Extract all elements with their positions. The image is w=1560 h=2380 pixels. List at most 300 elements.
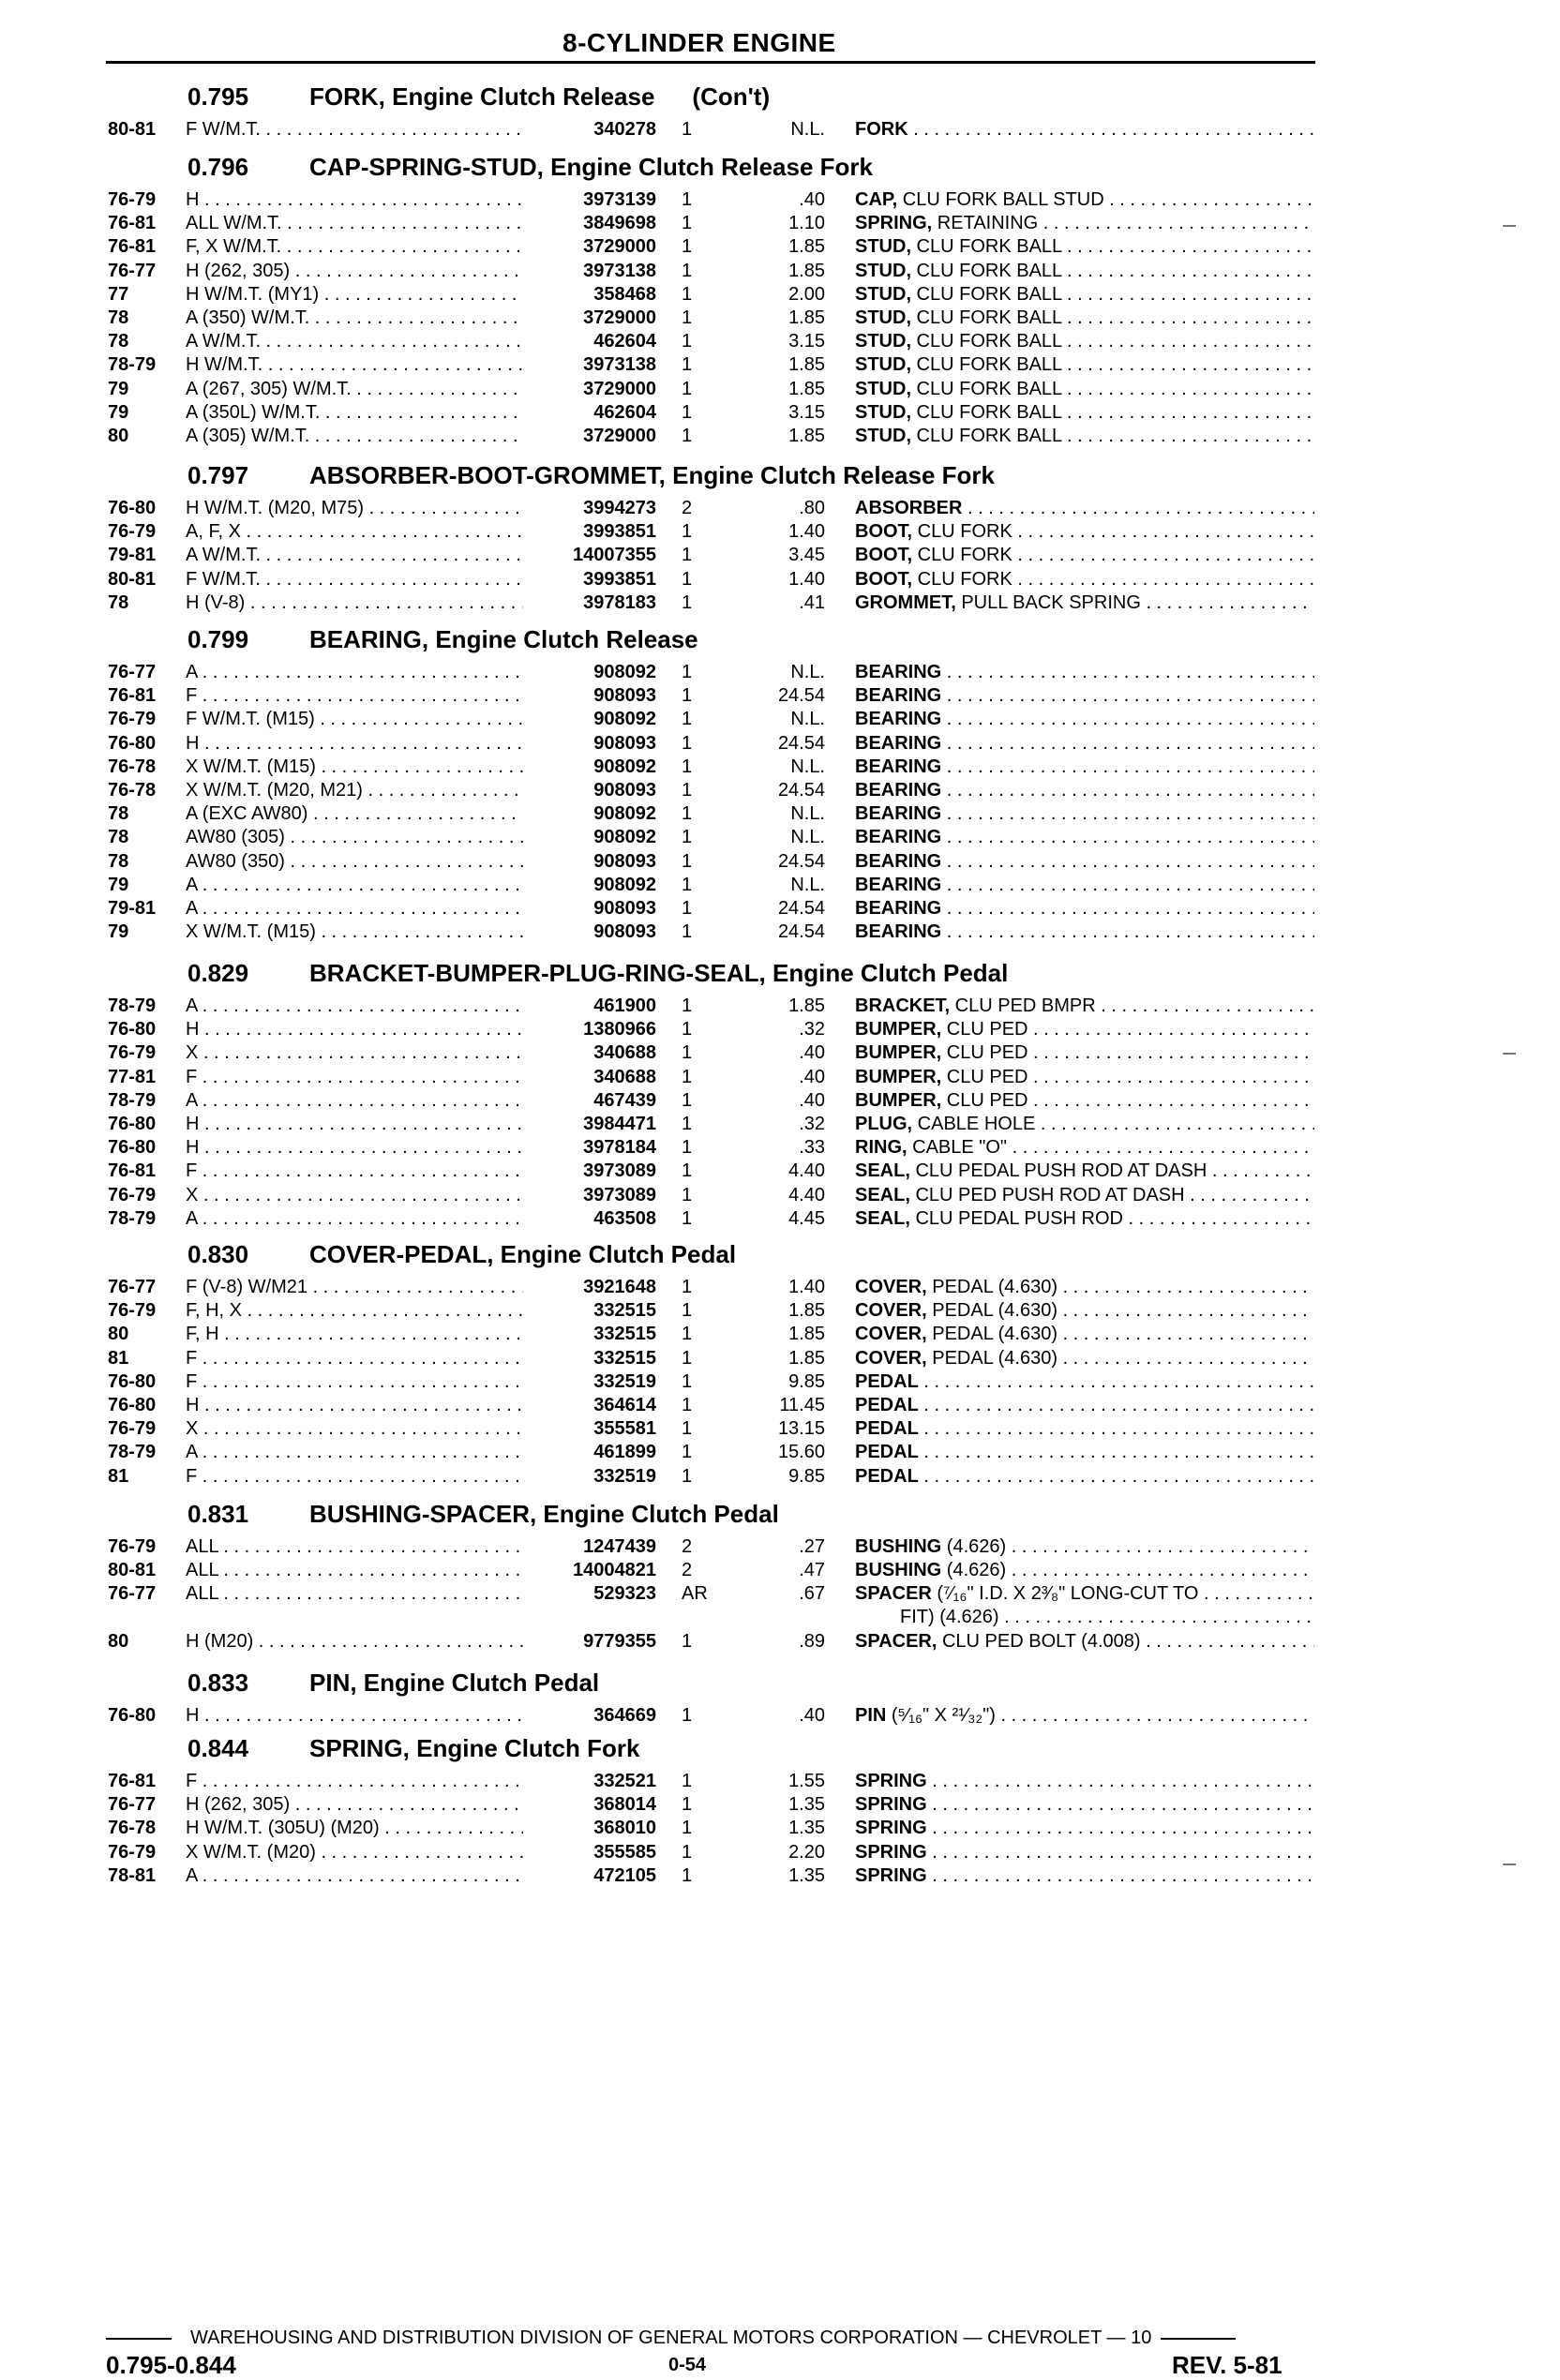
quantity: 1 [682, 545, 693, 566]
parts-row [0, 520, 1560, 544]
quantity: 1 [682, 260, 693, 281]
part-number: 1247439 [583, 1536, 656, 1557]
price: .27 [799, 1536, 825, 1557]
section-heading [188, 625, 698, 654]
price: 1.10 [788, 213, 825, 234]
model-description: H W/M.T. (M20, M75) . . . [186, 497, 523, 520]
model-description: AW80 (305) . . . [186, 826, 523, 849]
part-name-keyword: SPACER [855, 1583, 932, 1605]
part-name [855, 353, 1314, 377]
parts-row [0, 1066, 1560, 1089]
model-description: ALL . . . [186, 1535, 523, 1559]
price: 1.85 [788, 1324, 825, 1345]
price: N.L. [790, 662, 825, 682]
part-name-continuation-wrap [900, 1606, 1314, 1629]
quantity: 1 [682, 1207, 693, 1229]
part-name [855, 1770, 1314, 1793]
price: 1.35 [788, 1864, 825, 1886]
model-description: H . . . [186, 1704, 523, 1728]
part-name [855, 544, 1314, 567]
model-year: 76-79 [108, 1042, 157, 1064]
price: .67 [799, 1583, 825, 1605]
model-description: A (350L) W/M.T. . . . [186, 401, 523, 425]
parts-row [0, 756, 1560, 779]
part-name [855, 1704, 1314, 1728]
part-name-keyword: BEARING [855, 803, 942, 825]
part-number: 340688 [593, 1066, 656, 1087]
part-name [855, 1559, 1314, 1582]
part-name-keyword: BEARING [855, 685, 942, 707]
model-description: F . . . [186, 1066, 523, 1089]
model-description: A, F, X . . . [186, 520, 523, 544]
quantity: 1 [682, 662, 693, 682]
model-year: 76-81 [108, 685, 157, 707]
price: 1.85 [788, 1300, 825, 1322]
model-year: 78-79 [108, 1207, 157, 1229]
part-name-keyword: BOOT, [855, 568, 913, 590]
model-description: F, H, X . . . [186, 1299, 523, 1323]
parts-row [0, 1347, 1560, 1370]
part-name [855, 1441, 1314, 1464]
part-number: 3973089 [583, 1184, 656, 1205]
model-year: 76-77 [108, 662, 157, 682]
margin-tick-mark [1503, 1053, 1516, 1055]
parts-row [0, 1770, 1560, 1793]
model-description: F . . . [186, 1370, 523, 1394]
price: 13.15 [777, 1418, 825, 1440]
quantity: 1 [682, 401, 693, 423]
part-name-keyword: BEARING [855, 921, 942, 943]
model-description: AW80 (350) . . . [186, 850, 523, 874]
price: 1.85 [788, 995, 825, 1016]
price: N.L. [790, 874, 825, 895]
parts-row [0, 1089, 1560, 1113]
parts-row [0, 378, 1560, 401]
part-name-detail: (⁵⁄₁₆" X ²¹⁄₃₂") [886, 1705, 996, 1726]
section-continued-label: (Con't) [692, 82, 771, 111]
quantity: 1 [682, 1324, 693, 1345]
part-name-detail: CLU PED PUSH ROD AT DASH [909, 1184, 1185, 1205]
quantity: 1 [682, 283, 693, 305]
model-description: X . . . [186, 1041, 523, 1065]
part-name [855, 1041, 1314, 1065]
model-description: A . . . [186, 1089, 523, 1113]
price: 24.54 [777, 898, 825, 919]
part-name [855, 874, 1314, 897]
part-name-detail: (4.626) [941, 1536, 1007, 1557]
price: N.L. [790, 827, 825, 848]
section-group-number: 0.797 [188, 461, 249, 489]
model-year: 76-81 [108, 236, 157, 258]
part-number: 3993851 [583, 521, 656, 543]
part-name [855, 1394, 1314, 1417]
section-group-number: 0.799 [188, 625, 249, 653]
model-description: A (350) W/M.T. . . . [186, 307, 523, 330]
quantity: 1 [682, 1705, 693, 1726]
part-number: 908092 [593, 803, 656, 825]
part-name [855, 708, 1314, 731]
margin-tick-mark [1503, 1864, 1516, 1865]
part-name-keyword: PIN [855, 1705, 887, 1726]
part-name-detail: CLU FORK BALL [911, 401, 1062, 423]
model-year: 76-79 [108, 1184, 157, 1205]
parts-row [0, 1817, 1560, 1840]
part-number: 461899 [593, 1442, 656, 1463]
part-name [855, 212, 1314, 235]
model-year: 81 [108, 1347, 129, 1369]
part-name [855, 732, 1314, 756]
part-name [855, 1347, 1314, 1370]
parts-row [0, 732, 1560, 756]
part-number: 908093 [593, 921, 656, 943]
part-name [855, 756, 1314, 779]
part-name-keyword: COVER, [855, 1324, 927, 1345]
model-description: F W/M.T. (M15) . . . [186, 708, 523, 731]
part-name-detail: PEDAL (4.630) [926, 1347, 1058, 1369]
parts-row [0, 850, 1560, 874]
quantity: 1 [682, 1019, 693, 1040]
part-name-keyword: SPRING, [855, 213, 933, 234]
quantity: 1 [682, 732, 693, 754]
part-name-keyword: SPACER, [855, 1630, 938, 1652]
model-year: 78 [108, 827, 129, 848]
quantity: 1 [682, 1184, 693, 1205]
section-title: BUSHING-SPACER, Engine Clutch Pedal [309, 1500, 779, 1528]
model-description: H (262, 305) . . . [186, 260, 523, 283]
parts-row [0, 497, 1560, 520]
price: 2.20 [788, 1841, 825, 1863]
part-name [855, 497, 1314, 520]
model-description: H . . . [186, 1113, 523, 1136]
footer-page-number: 0-54 [668, 2355, 707, 2375]
model-year: 76-79 [108, 1300, 157, 1322]
model-description: A . . . [186, 995, 523, 1018]
part-name-keyword: STUD, [855, 283, 911, 305]
part-name-detail: CLU FORK BALL [911, 283, 1062, 305]
parts-row [0, 1207, 1560, 1231]
parts-row [0, 1323, 1560, 1346]
part-name [855, 1276, 1314, 1299]
part-number: 462604 [593, 401, 656, 423]
model-description: H . . . [186, 1136, 523, 1160]
model-year: 80-81 [108, 568, 157, 590]
quantity: 1 [682, 995, 693, 1016]
part-number: 908093 [593, 850, 656, 872]
part-name-detail: CLU FORK BALL [911, 331, 1062, 352]
price: 9.85 [788, 1370, 825, 1392]
quantity: 1 [682, 803, 693, 825]
section-heading [188, 1240, 736, 1269]
price: .41 [799, 591, 825, 613]
model-description: X . . . [186, 1184, 523, 1207]
quantity: 1 [682, 685, 693, 707]
quantity: 1 [682, 1630, 693, 1652]
page-title: 8-CYLINDER ENGINE [562, 28, 836, 57]
section-group-number: 0.796 [188, 153, 249, 181]
quantity: 1 [682, 850, 693, 872]
part-name-keyword: SPRING [855, 1841, 927, 1863]
parts-row [0, 1535, 1560, 1559]
model-description: A (267, 305) W/M.T. . . . [186, 378, 523, 401]
parts-row [0, 1417, 1560, 1441]
part-number: 461900 [593, 995, 656, 1016]
part-number: 908093 [593, 685, 656, 707]
model-year: 80-81 [108, 1560, 157, 1581]
part-name-keyword: SPRING [855, 1794, 927, 1816]
part-name-keyword: BEARING [855, 732, 942, 754]
model-year: 76-80 [108, 1395, 157, 1415]
parts-row [0, 188, 1560, 212]
quantity: 1 [682, 921, 693, 943]
part-number: 3978183 [583, 591, 656, 613]
quantity: 1 [682, 898, 693, 919]
quantity: 2 [682, 498, 693, 518]
parts-row [0, 826, 1560, 849]
part-number: 3921648 [583, 1277, 656, 1297]
model-year: 79-81 [108, 545, 157, 566]
part-name [855, 1089, 1314, 1113]
part-name-keyword: BRACKET, [855, 995, 951, 1016]
model-description: F, X W/M.T. . . . [186, 235, 523, 259]
model-year: 76-77 [108, 1794, 157, 1816]
part-number: 364614 [593, 1395, 656, 1415]
part-name-detail: CLU FORK BALL [911, 426, 1062, 446]
parts-row [0, 260, 1560, 283]
parts-row [0, 1370, 1560, 1394]
parts-row [0, 779, 1560, 802]
footer-revision: REV. 5-81 [1172, 2351, 1282, 2379]
model-description: X W/M.T. (M15) . . . [186, 921, 523, 944]
parts-row [0, 1441, 1560, 1464]
part-number: 340688 [593, 1042, 656, 1064]
parts-row [0, 591, 1560, 615]
section-heading [188, 153, 873, 182]
parts-row [0, 661, 1560, 684]
parts-row [0, 995, 1560, 1018]
part-name [855, 1582, 1314, 1606]
parts-row [0, 212, 1560, 235]
part-name-keyword: SPRING [855, 1818, 927, 1839]
parts-row [0, 1394, 1560, 1417]
price: .33 [799, 1137, 825, 1159]
section-group-number: 0.829 [188, 959, 249, 987]
part-number: 340278 [593, 119, 656, 140]
part-name-keyword: BEARING [855, 780, 942, 801]
price: 1.55 [788, 1771, 825, 1791]
model-year: 76-77 [108, 260, 157, 281]
part-name-keyword: RING, [855, 1137, 908, 1159]
quantity: 1 [682, 307, 693, 328]
model-year: 76-81 [108, 1160, 157, 1182]
part-number: 529323 [593, 1583, 656, 1605]
part-number: 472105 [593, 1864, 656, 1886]
model-year: 80 [108, 426, 129, 446]
model-description: F W/M.T. . . . [186, 568, 523, 591]
part-name-detail: PEDAL (4.630) [926, 1277, 1058, 1297]
parts-row [0, 684, 1560, 708]
model-year: 76-80 [108, 1019, 157, 1040]
parts-row [0, 307, 1560, 330]
section-group-number: 0.833 [188, 1669, 249, 1697]
quantity: 1 [682, 1818, 693, 1839]
part-number: 14004821 [573, 1560, 656, 1581]
price: 1.85 [788, 354, 825, 376]
quantity: 1 [682, 591, 693, 613]
part-number: 3973139 [583, 189, 656, 210]
section-heading [188, 1500, 779, 1529]
part-name-keyword: STUD, [855, 378, 911, 399]
model-description: F . . . [186, 1347, 523, 1370]
model-year: 76-79 [108, 521, 157, 543]
part-name [855, 779, 1314, 802]
model-description: F, H . . . [186, 1323, 523, 1346]
section-title: BEARING, Engine Clutch Release [309, 625, 698, 653]
price: 11.45 [779, 1395, 825, 1415]
model-year: 78 [108, 850, 129, 872]
model-description: ALL W/M.T. . . . [186, 212, 523, 235]
section-title: SPRING, Engine Clutch Fork [309, 1734, 640, 1762]
model-year: 79 [108, 921, 129, 943]
price: 24.54 [777, 780, 825, 801]
model-year: 76-80 [108, 498, 157, 518]
part-name [855, 1417, 1314, 1441]
model-year: 76-80 [108, 1705, 157, 1726]
quantity: 1 [682, 521, 693, 543]
model-year: 79 [108, 378, 129, 399]
model-year: 76-81 [108, 213, 157, 234]
part-name-keyword: BEARING [855, 756, 942, 777]
parts-row [0, 1160, 1560, 1183]
part-name [855, 330, 1314, 353]
section-heading [188, 1734, 639, 1763]
parts-row [0, 874, 1560, 897]
model-description: H W/M.T. (MY1) . . . [186, 283, 523, 307]
part-name-continuation: FIT) (4.626) . . . [900, 1607, 1314, 1627]
part-name [855, 1184, 1314, 1207]
price: .89 [799, 1630, 825, 1652]
part-name [855, 1793, 1314, 1817]
parts-row [0, 921, 1560, 944]
part-name [855, 1535, 1314, 1559]
quantity: 1 [682, 189, 693, 210]
part-name-keyword: BUSHING [855, 1536, 942, 1557]
part-name-keyword: STUD, [855, 236, 911, 258]
part-name [855, 1323, 1314, 1346]
price: 24.54 [777, 685, 825, 707]
part-name-detail: CLU FORK BALL [911, 236, 1062, 258]
quantity: 1 [682, 874, 693, 895]
part-name [855, 1113, 1314, 1136]
part-name-keyword: BUMPER, [855, 1019, 942, 1040]
section-group-number: 0.831 [188, 1500, 249, 1528]
parts-row [0, 1582, 1560, 1628]
quantity: 1 [682, 780, 693, 801]
part-name-keyword: GROMMET, [855, 591, 956, 613]
part-name-keyword: SEAL, [855, 1184, 910, 1205]
part-number: 358468 [593, 283, 656, 305]
model-year: 76-80 [108, 1137, 157, 1159]
part-name [855, 684, 1314, 708]
parts-row [0, 544, 1560, 567]
quantity: 1 [682, 1418, 693, 1440]
part-name-keyword: PLUG, [855, 1114, 913, 1134]
quantity: 1 [682, 1794, 693, 1816]
part-name-detail: CLU FORK BALL [911, 378, 1062, 399]
part-name-detail: CLU PED [941, 1042, 1028, 1064]
part-name-detail: (⁷⁄₁₆" I.D. X 2³⁄₈" LONG-CUT TO [931, 1583, 1199, 1605]
model-year: 78-79 [108, 354, 157, 376]
part-name-detail: CLU FORK [912, 568, 1012, 590]
footer-rule-right [1161, 2338, 1236, 2340]
model-year: 76-79 [108, 1418, 157, 1440]
part-name-keyword: PEDAL [855, 1418, 919, 1440]
quantity: 1 [682, 378, 693, 399]
footer-group-range: 0.795-0.844 [106, 2351, 236, 2379]
part-name-keyword: STUD, [855, 331, 911, 352]
part-number: 355585 [593, 1841, 656, 1863]
quantity: 1 [682, 1089, 693, 1111]
parts-row [0, 1018, 1560, 1041]
quantity: 1 [682, 1841, 693, 1863]
model-description: A . . . [186, 661, 523, 684]
part-name-detail: CLU PED [941, 1019, 1028, 1040]
price: .80 [799, 498, 825, 518]
part-name-keyword: BUMPER, [855, 1042, 942, 1064]
part-name [855, 1136, 1314, 1160]
quantity: 1 [682, 236, 693, 258]
part-number: 908092 [593, 662, 656, 682]
price: 1.35 [788, 1794, 825, 1816]
part-name [855, 118, 1314, 142]
part-number: 3973138 [583, 354, 656, 376]
part-name-keyword: STUD, [855, 354, 911, 376]
model-description: A . . . [186, 1864, 523, 1888]
part-number: 908092 [593, 827, 656, 848]
part-name-detail: CLU FORK [912, 545, 1012, 566]
quantity: 1 [682, 354, 693, 376]
section-title: COVER-PEDAL, Engine Clutch Pedal [309, 1240, 737, 1268]
model-year: 76-77 [108, 1277, 157, 1297]
part-name [855, 568, 1314, 591]
part-name [855, 283, 1314, 307]
model-description: H W/M.T. (305U) (M20) . . . [186, 1817, 523, 1840]
part-number: 9779355 [583, 1630, 656, 1652]
part-name-detail: PEDAL (4.630) [926, 1324, 1058, 1345]
model-description: A . . . [186, 874, 523, 897]
part-name-keyword: COVER, [855, 1277, 927, 1297]
model-year: 78 [108, 307, 129, 328]
part-name-keyword: ABSORBER [855, 498, 963, 518]
model-description: H (V-8) . . . [186, 591, 523, 615]
section-title: PIN, Engine Clutch Pedal [309, 1669, 600, 1697]
part-name [855, 188, 1314, 212]
price: .40 [799, 1705, 825, 1726]
model-year: 77-81 [108, 1066, 157, 1087]
model-year: 80-81 [108, 119, 157, 140]
part-number: 3849698 [583, 213, 656, 234]
part-number: 3973089 [583, 1160, 656, 1182]
part-number: 3973138 [583, 260, 656, 281]
price: 9.85 [788, 1465, 825, 1487]
part-name [855, 1018, 1314, 1041]
price: 1.40 [788, 521, 825, 543]
price: 24.54 [777, 921, 825, 943]
part-name [855, 1160, 1314, 1183]
model-year: 76-80 [108, 1114, 157, 1134]
part-number: 463508 [593, 1207, 656, 1229]
part-name-detail: PEDAL (4.630) [926, 1300, 1058, 1322]
model-year: 76-81 [108, 1771, 157, 1791]
